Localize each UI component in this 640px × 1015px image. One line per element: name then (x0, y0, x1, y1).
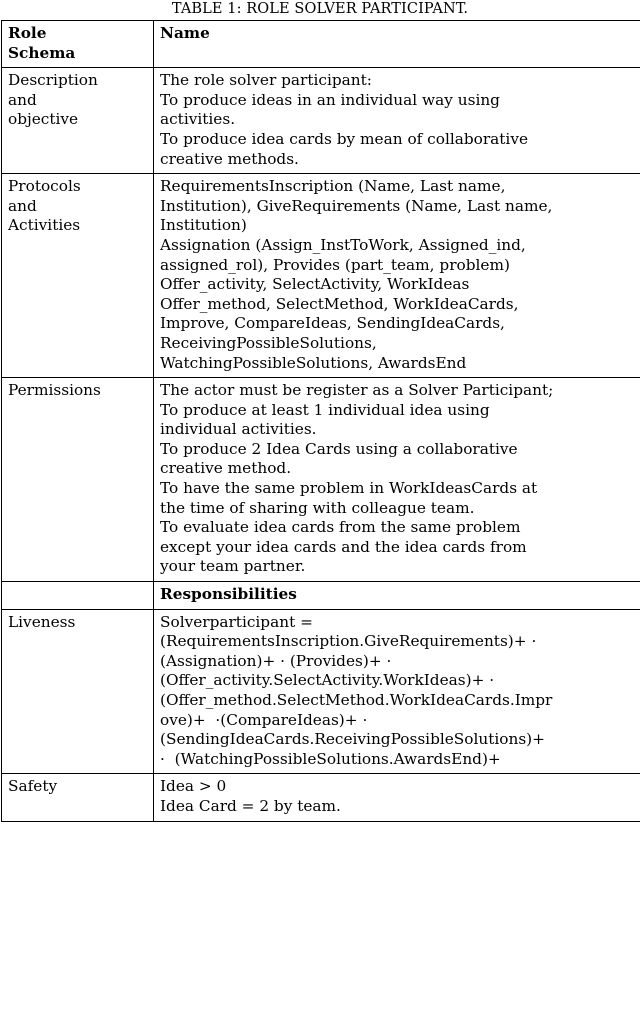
value-line: (SendingIdeaCards.ReceivingPossibleSolutions)+ (160, 730, 545, 749)
label-line: Protocols (8, 177, 81, 196)
table-row (2, 68, 640, 174)
value-line: creative methods. (160, 149, 299, 168)
value-line: assigned_rol), Provides (part_team, problem) (160, 255, 510, 274)
table-body (2, 21, 640, 822)
value-line: Institution), GiveRequirements (Name, Last name, (160, 196, 553, 215)
value-line: To produce ideas in an individual way using (160, 90, 500, 109)
value-line: · (WatchingPossibleSolutions.AwardsEnd)+ (160, 749, 501, 768)
table-row (2, 582, 640, 610)
value-line: Assignation (Assign_InstToWork, Assigned_ind, (160, 235, 526, 254)
label-line: and (8, 196, 37, 215)
value-line: To produce idea cards by mean of collaborative (160, 129, 529, 148)
label-line: Safety (8, 777, 58, 796)
label-line: Role (8, 24, 47, 42)
value-line: the time of sharing with colleague team. (160, 498, 475, 517)
value-line: Name (160, 24, 210, 42)
value-line: your team partner. (160, 557, 306, 576)
label-line: Schema (8, 43, 76, 62)
table-row-value (154, 174, 640, 378)
table-row-value (154, 68, 640, 174)
value-line: Idea Card = 2 by team. (160, 796, 341, 815)
value-line: Offer_method, SelectMethod, WorkIdeaCards, (160, 294, 519, 313)
value-line: Solverparticipant = (160, 612, 313, 631)
value-line: The actor must be register as a Solver Participant; (160, 381, 554, 400)
table-row-label (2, 582, 154, 610)
value-line: except your idea cards and the idea cards from (160, 537, 527, 556)
value-line: Offer_activity, SelectActivity, WorkIdeas (160, 275, 470, 294)
value-line: WatchingPossibleSolutions, AwardsEnd (160, 353, 467, 372)
value-line: RequirementsInscription (Name, Last name, (160, 177, 506, 196)
value-line: Responsibilities (160, 585, 297, 604)
label-line: Permissions (8, 381, 101, 400)
value-line: creative method. (160, 459, 292, 478)
label-line: objective (8, 110, 79, 129)
table-row-value (154, 609, 640, 774)
value-line: ove)+ ·(CompareIdeas)+ · (160, 710, 368, 729)
value-line: (RequirementsInscription.GiveRequirements)+ · (160, 632, 537, 651)
table-row-label (2, 378, 154, 582)
value-line: (Offer_activity.SelectActivity.WorkIdeas)+ · (160, 671, 495, 690)
value-line: ReceivingPossibleSolutions, (160, 333, 377, 352)
label-line: and (8, 90, 37, 109)
value-line: Improve, CompareIdeas, SendingIdeaCards, (160, 314, 505, 333)
label-line: Liveness (8, 612, 76, 631)
table-row (2, 609, 640, 774)
table-row-value (154, 21, 640, 68)
value-line: Institution) (160, 216, 247, 235)
table-row-label (2, 68, 154, 174)
table-row-label (2, 609, 154, 774)
table-caption: TABLE 1: ROLE SOLVER PARTICIPANT. (171, 1, 469, 17)
value-line: The role solver participant: (160, 71, 372, 90)
value-line: Idea > 0 (160, 777, 227, 796)
value-line: To have the same problem in WorkIdeasCards at (160, 479, 538, 498)
role-solver-participant-table (1, 20, 640, 822)
value-line: To evaluate idea cards from the same problem (160, 518, 521, 537)
table-row (2, 774, 640, 821)
label-line: Activities (8, 216, 81, 235)
label-line: Description (8, 71, 98, 90)
value-line: (Assignation)+ · (Provides)+ · (160, 651, 392, 670)
table-row (2, 378, 640, 582)
label-line (8, 585, 148, 605)
value-line: activities. (160, 110, 236, 129)
table-row-value (154, 582, 640, 610)
table-row-value (154, 378, 640, 582)
value-line: (Offer_method.SelectMethod.WorkIdeaCards.Impr (160, 691, 553, 709)
table-row-label (2, 174, 154, 378)
table-row-value (154, 774, 640, 821)
value-line: To produce at least 1 individual idea using (160, 400, 490, 419)
table-row-label (2, 21, 154, 68)
value-line: individual activities. (160, 420, 317, 439)
table-row (2, 21, 640, 68)
value-line: To produce 2 Idea Cards using a collaborative (160, 439, 518, 458)
table-row (2, 174, 640, 378)
table-row-label (2, 774, 154, 821)
